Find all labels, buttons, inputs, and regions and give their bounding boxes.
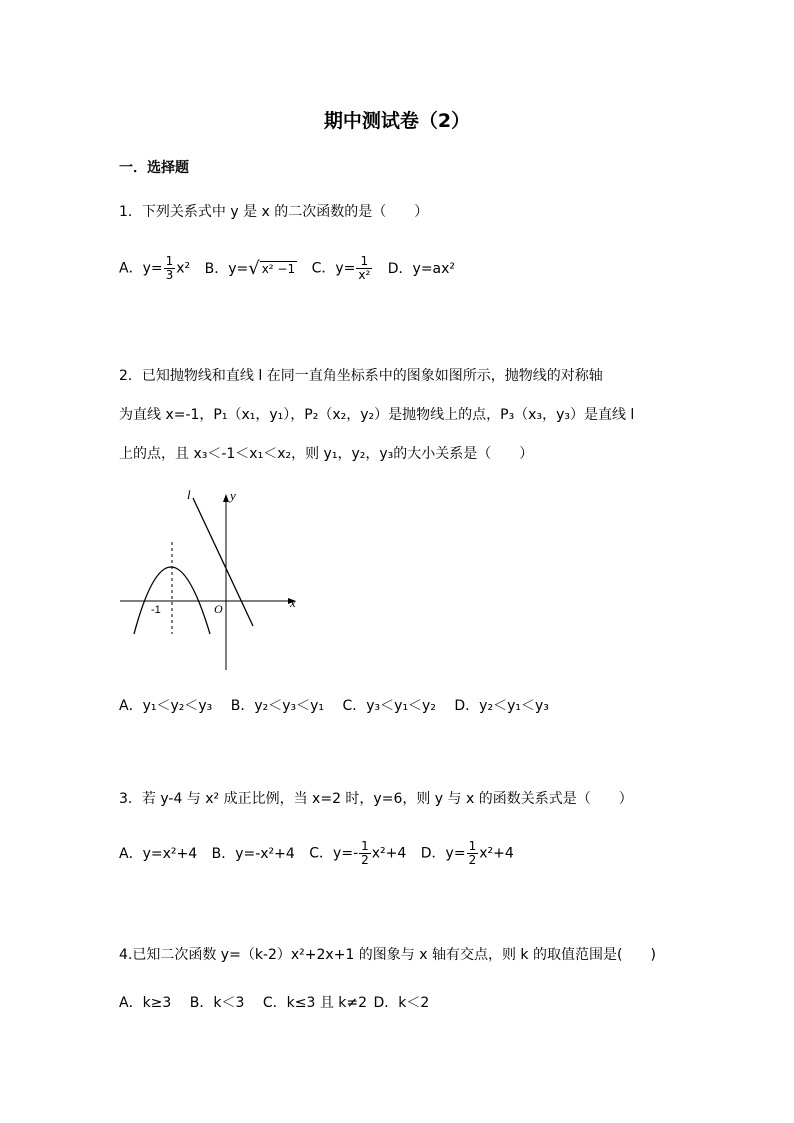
question-4-options <box>119 992 439 1014</box>
question-2-line-1: 2．已知抛物线和直线 l 在同一直角坐标系中的图象如图所示，抛物线的对称轴 <box>119 368 603 384</box>
q2-option-b: B．y₂＜y₃＜y₁ <box>230 698 325 714</box>
fraction: $\frac{1}{2}$ <box>468 839 477 867</box>
q4-option-c: C．k≤3 且 k≠2 <box>262 995 368 1011</box>
question-3-options <box>119 840 524 867</box>
question-4-stem: 4.已知二次函数 y=（k-2）x²+2x+1 的图象与 x 轴有交点，则 k 的取值范围是( ) <box>119 947 656 963</box>
section-heading: 一．选择题 <box>119 160 189 176</box>
question-2-line-3: 上的点，且 x₃＜-1＜x₁＜x₂，则 y₁，y₂，y₃的大小关系是（ ） <box>119 446 534 462</box>
label-origin: O <box>214 602 223 616</box>
q1-option-d: D．y=ax² <box>387 260 456 277</box>
q4-option-a: A．k≥3 <box>119 995 172 1011</box>
sqrt-icon: √ <box>248 257 260 279</box>
q3-option-d: D．y= $\frac{1}{2}$ x²+4 <box>420 839 514 867</box>
question-3-stem: 3．若 y-4 与 x² 成正比例，当 x=2 时，y=6，则 y 与 x 的函数关系式是（ ） <box>119 791 633 807</box>
label-l: l <box>187 487 191 502</box>
label-x: x <box>290 595 296 610</box>
question-2-options <box>119 695 559 717</box>
q4-option-b: B．k＜3 <box>189 995 245 1011</box>
q3-option-a: A．y=x²+4 <box>119 845 198 862</box>
label-neg1: -1 <box>151 604 161 616</box>
q2-option-c: C．y₃＜y₁＜y₂ <box>342 698 436 714</box>
square-root: √ x² −1 <box>248 257 296 279</box>
fraction: $\frac{1}{\text{x²}}$ <box>358 254 371 282</box>
fraction: $\frac{1}{3}$ <box>165 254 174 282</box>
label-y: y <box>230 488 236 503</box>
question-2-line-2: 为直线 x=-1，P₁（x₁，y₁），P₂（x₂，y₂）是抛物线上的点，P₃（x₃，y₃）是直线 l <box>119 407 635 423</box>
question-1-stem: 1．下列关系式中 y 是 x 的二次函数的是（ ） <box>119 204 429 220</box>
q4-option-d: D．k＜2 <box>373 995 430 1011</box>
q1-option-c: C．y= $\frac{1}{\text{x²}}$ <box>311 254 371 282</box>
y-axis-arrow-icon <box>223 494 229 502</box>
question-1-options <box>119 255 465 282</box>
q2-option-a: A．y₁＜y₂＜y₃ <box>119 698 213 714</box>
q3-option-b: B．y=-x²+4 <box>211 845 295 862</box>
line-l <box>193 498 253 626</box>
q1-option-a: A．y= $\frac{1}{3}$ x² <box>119 254 191 282</box>
fraction: $\frac{1}{2}$ <box>361 839 369 867</box>
coordinate-graph <box>118 486 308 676</box>
q1-option-b: B．y=√ x² −1 <box>204 257 296 279</box>
page-title: 期中测试卷（2） <box>323 110 471 132</box>
q3-option-c: C．y=- $\frac{1}{2}$ x²+4 <box>309 839 407 867</box>
q2-option-d: D．y₂＜y₁＜y₃ <box>454 698 549 714</box>
